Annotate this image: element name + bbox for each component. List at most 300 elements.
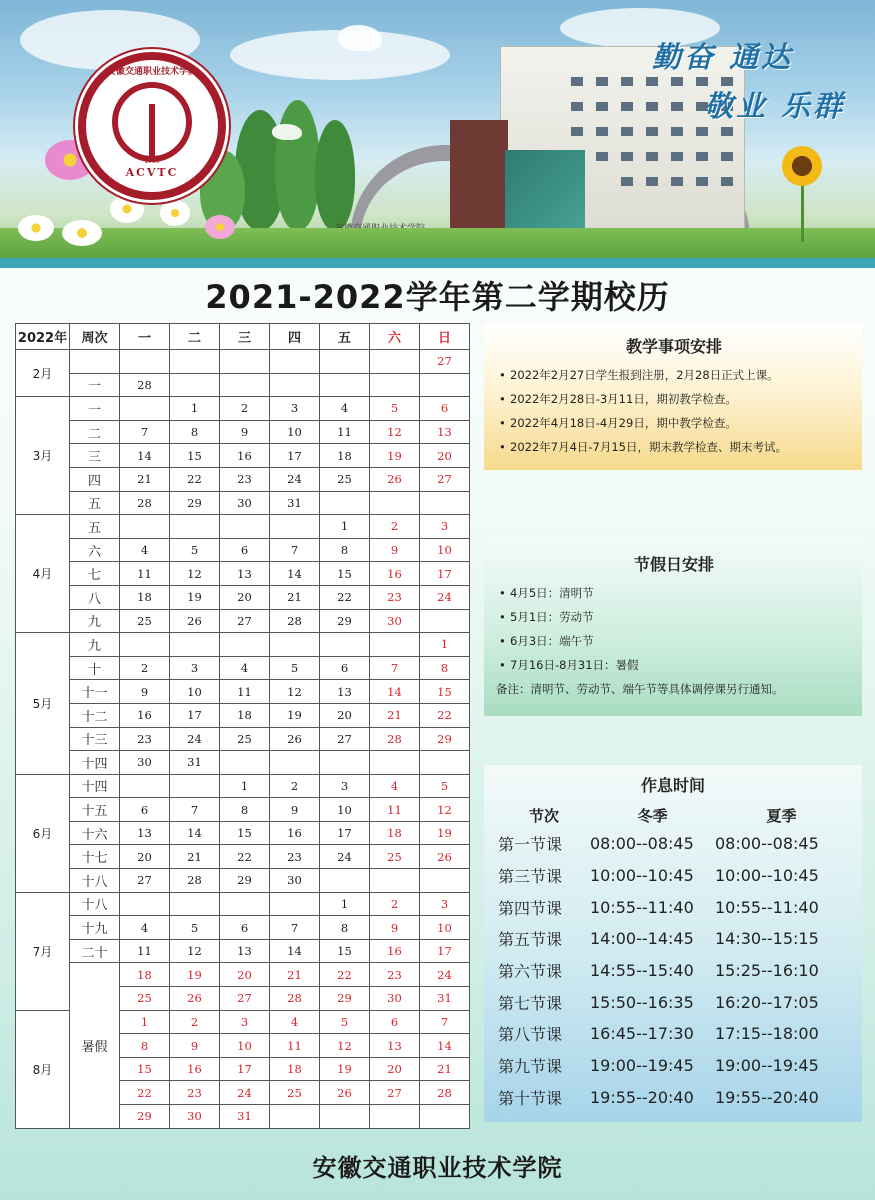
day-cell: 15 <box>220 821 270 845</box>
day-cell: 18 <box>270 1057 320 1081</box>
day-cell: 11 <box>120 939 170 963</box>
winter-time-cell: 10:00--10:45 <box>590 866 694 886</box>
slogan-line-2: 敬业 乐群 <box>704 89 846 123</box>
day-cell: 28 <box>270 987 320 1011</box>
day-cell: 14 <box>270 939 320 963</box>
week-number: 十 <box>70 656 120 680</box>
slogan-line-1: 勤奋 通达 <box>652 40 794 74</box>
week-number: 暑假 <box>70 963 120 1128</box>
day-cell <box>420 373 470 397</box>
table-row <box>16 491 470 515</box>
summer-time-cell: 10:55--11:40 <box>715 897 819 917</box>
day-cell <box>270 1105 320 1129</box>
day-cell: 9 <box>220 420 270 444</box>
day-cell: 18 <box>220 703 270 727</box>
day-cell: 4 <box>270 1010 320 1034</box>
day-cell: 1 <box>320 892 370 916</box>
header-sat: 六 <box>370 324 420 350</box>
summer-time-cell: 17:15--18:00 <box>715 1024 819 1044</box>
day-cell <box>370 373 420 397</box>
day-cell <box>120 515 170 539</box>
day-cell: 7 <box>420 1010 470 1034</box>
day-cell: 26 <box>270 727 320 751</box>
day-cell: 2 <box>120 656 170 680</box>
table-row <box>16 609 470 633</box>
day-cell: 4 <box>370 774 420 798</box>
week-number: 一 <box>70 397 120 421</box>
day-cell: 20 <box>220 585 270 609</box>
day-cell: 7 <box>270 916 320 940</box>
day-cell: 14 <box>420 1034 470 1058</box>
footer-college-name: 安徽交通职业技术学院 <box>312 1154 563 1182</box>
day-cell: 4 <box>320 397 370 421</box>
table-row <box>498 891 848 923</box>
day-cell: 27 <box>220 609 270 633</box>
day-cell: 22 <box>320 585 370 609</box>
day-cell: 11 <box>320 420 370 444</box>
day-cell: 17 <box>220 1057 270 1081</box>
day-cell: 2 <box>170 1010 220 1034</box>
day-cell <box>270 892 320 916</box>
day-cell: 27 <box>420 350 470 374</box>
header-winter: 冬季 <box>637 806 668 825</box>
week-number: 十三 <box>70 727 120 751</box>
day-cell: 28 <box>120 491 170 515</box>
day-cell: 16 <box>170 1057 220 1081</box>
table-row <box>498 1082 848 1114</box>
day-cell: 3 <box>420 892 470 916</box>
table-row <box>498 955 848 987</box>
day-cell: 28 <box>120 373 170 397</box>
day-cell: 1 <box>320 515 370 539</box>
month-label: 4月 <box>16 515 70 633</box>
table-row <box>16 798 470 822</box>
week-number: 五 <box>70 515 120 539</box>
day-cell: 10 <box>270 420 320 444</box>
schedule-table <box>498 802 848 1113</box>
day-cell: 26 <box>420 845 470 869</box>
day-cell: 28 <box>370 727 420 751</box>
day-cell: 9 <box>370 916 420 940</box>
logo-text: ACVTC <box>125 166 179 179</box>
day-cell: 27 <box>320 727 370 751</box>
day-cell: 2 <box>270 774 320 798</box>
table-row <box>16 467 470 491</box>
day-cell: 24 <box>420 963 470 987</box>
summer-time-cell: 08:00--08:45 <box>715 834 819 854</box>
flower-decoration <box>62 220 102 246</box>
table-row <box>16 751 470 775</box>
holiday-arrangement-panel <box>484 538 862 716</box>
day-cell: 23 <box>120 727 170 751</box>
week-number: 十六 <box>70 821 120 845</box>
day-cell <box>270 515 320 539</box>
week-number: 三 <box>70 444 120 468</box>
day-cell <box>370 491 420 515</box>
day-cell: 10 <box>420 916 470 940</box>
day-cell <box>420 869 470 893</box>
winter-time-cell: 14:00--14:45 <box>590 929 694 949</box>
week-number: 七 <box>70 562 120 586</box>
list-item: • 6月3日：端午节 <box>496 629 852 653</box>
table-row <box>16 656 470 680</box>
flower-decoration <box>110 195 144 223</box>
teaching-list <box>496 363 852 459</box>
day-cell: 5 <box>170 916 220 940</box>
list-item: • 2022年2月28日-3月11日，期初教学检查。 <box>496 387 852 411</box>
day-cell: 2 <box>370 892 420 916</box>
day-cell: 8 <box>320 916 370 940</box>
day-cell: 9 <box>370 538 420 562</box>
day-cell: 4 <box>120 538 170 562</box>
day-cell: 16 <box>120 703 170 727</box>
day-cell: 14 <box>370 680 420 704</box>
day-cell: 11 <box>120 562 170 586</box>
day-cell: 16 <box>270 821 320 845</box>
day-cell: 12 <box>420 798 470 822</box>
day-cell: 23 <box>220 467 270 491</box>
winter-time-cell: 08:00--08:45 <box>590 834 694 854</box>
day-cell: 18 <box>370 821 420 845</box>
table-row <box>16 892 470 916</box>
day-cell: 25 <box>120 609 170 633</box>
day-cell <box>370 633 420 657</box>
day-cell: 1 <box>220 774 270 798</box>
day-cell <box>170 515 220 539</box>
day-cell: 13 <box>370 1034 420 1058</box>
week-number: 十八 <box>70 892 120 916</box>
day-cell: 25 <box>270 1081 320 1105</box>
day-cell: 6 <box>220 538 270 562</box>
calendar-body <box>16 350 470 1129</box>
week-number: 十四 <box>70 751 120 775</box>
table-row <box>16 703 470 727</box>
day-cell: 31 <box>270 491 320 515</box>
day-cell: 15 <box>420 680 470 704</box>
school-calendar-table <box>15 323 470 1129</box>
day-cell: 10 <box>220 1034 270 1058</box>
day-cell: 20 <box>370 1057 420 1081</box>
day-cell <box>320 491 370 515</box>
day-cell: 1 <box>120 1010 170 1034</box>
period-cell: 第十节课 <box>498 1088 563 1108</box>
schedule-title: 作息时间 <box>640 776 705 795</box>
day-cell: 8 <box>220 798 270 822</box>
day-cell <box>420 609 470 633</box>
day-cell: 9 <box>120 680 170 704</box>
table-row <box>498 986 848 1018</box>
day-cell: 21 <box>370 703 420 727</box>
day-cell: 12 <box>270 680 320 704</box>
day-cell: 14 <box>170 821 220 845</box>
day-cell: 8 <box>120 1034 170 1058</box>
day-cell: 31 <box>420 987 470 1011</box>
week-number: 九 <box>70 609 120 633</box>
summer-time-cell: 19:00--19:45 <box>715 1056 819 1076</box>
day-cell: 25 <box>320 467 370 491</box>
day-cell: 19 <box>270 703 320 727</box>
day-cell: 4 <box>220 656 270 680</box>
table-row <box>16 397 470 421</box>
day-cell: 16 <box>220 444 270 468</box>
period-cell: 第七节课 <box>498 993 563 1013</box>
day-cell: 9 <box>170 1034 220 1058</box>
day-cell: 24 <box>170 727 220 751</box>
water-strip <box>0 258 875 268</box>
day-cell: 6 <box>370 1010 420 1034</box>
winter-time-cell: 16:45--17:30 <box>590 1024 694 1044</box>
day-cell: 10 <box>320 798 370 822</box>
day-cell: 16 <box>370 562 420 586</box>
day-cell: 9 <box>270 798 320 822</box>
summer-time-cell: 19:55--20:40 <box>715 1087 819 1107</box>
day-cell: 21 <box>170 845 220 869</box>
day-cell: 20 <box>320 703 370 727</box>
day-cell: 26 <box>320 1081 370 1105</box>
period-cell: 第三节课 <box>498 867 563 887</box>
day-cell <box>120 774 170 798</box>
gate-tower <box>450 120 508 235</box>
college-logo <box>78 52 226 200</box>
day-cell: 22 <box>420 703 470 727</box>
day-cell <box>170 350 220 374</box>
table-row <box>498 860 848 892</box>
day-cell: 17 <box>420 562 470 586</box>
period-cell: 第八节课 <box>498 1025 563 1045</box>
day-cell: 19 <box>370 444 420 468</box>
table-row <box>498 828 848 860</box>
day-cell <box>370 350 420 374</box>
teaching-arrangement-panel <box>484 324 862 470</box>
day-cell: 22 <box>170 467 220 491</box>
day-cell: 29 <box>170 491 220 515</box>
day-cell: 12 <box>170 939 220 963</box>
day-cell: 25 <box>220 727 270 751</box>
day-cell: 29 <box>320 987 370 1011</box>
winter-time-cell: 19:00--19:45 <box>590 1056 694 1076</box>
day-cell: 13 <box>320 680 370 704</box>
header-tue: 二 <box>170 324 220 350</box>
week-number <box>70 350 120 374</box>
month-label: 7月 <box>16 892 70 1010</box>
holiday-title: 节假日安排 <box>633 555 714 574</box>
month-label: 6月 <box>16 774 70 892</box>
table-row <box>16 585 470 609</box>
flower-decoration <box>160 200 190 226</box>
day-cell: 27 <box>370 1081 420 1105</box>
day-cell: 30 <box>120 751 170 775</box>
day-cell: 28 <box>420 1081 470 1105</box>
week-number: 十五 <box>70 798 120 822</box>
period-cell: 第五节课 <box>498 930 563 950</box>
schedule-header-row <box>498 802 848 828</box>
header-period: 节次 <box>528 806 559 825</box>
day-cell: 7 <box>370 656 420 680</box>
table-row <box>498 923 848 955</box>
day-cell: 20 <box>120 845 170 869</box>
day-cell: 29 <box>120 1105 170 1129</box>
day-cell <box>370 869 420 893</box>
month-label: 3月 <box>16 397 70 515</box>
day-cell: 13 <box>220 562 270 586</box>
day-cell: 27 <box>120 869 170 893</box>
list-item: • 2022年4月18日-4月29日，期中教学检查。 <box>496 411 852 435</box>
day-cell <box>320 350 370 374</box>
holiday-list <box>496 581 852 677</box>
week-number: 十九 <box>70 916 120 940</box>
day-cell: 14 <box>120 444 170 468</box>
day-cell: 5 <box>320 1010 370 1034</box>
day-cell <box>270 350 320 374</box>
table-row <box>16 350 470 374</box>
day-cell: 3 <box>220 1010 270 1034</box>
day-cell: 11 <box>220 680 270 704</box>
day-cell <box>270 633 320 657</box>
table-row <box>16 939 470 963</box>
day-cell <box>220 633 270 657</box>
day-cell: 6 <box>420 397 470 421</box>
day-cell <box>320 751 370 775</box>
day-cell: 15 <box>120 1057 170 1081</box>
day-cell <box>270 373 320 397</box>
day-cell: 24 <box>320 845 370 869</box>
month-label: 5月 <box>16 633 70 775</box>
day-cell: 17 <box>170 703 220 727</box>
day-cell: 24 <box>270 467 320 491</box>
week-number: 五 <box>70 491 120 515</box>
sunflower-icon <box>782 146 822 186</box>
table-row <box>16 680 470 704</box>
week-number: 四 <box>70 467 120 491</box>
header-mon: 一 <box>120 324 170 350</box>
day-cell: 29 <box>320 609 370 633</box>
table-row <box>16 963 470 987</box>
period-cell: 第六节课 <box>498 962 563 982</box>
table-row <box>16 538 470 562</box>
day-cell <box>370 1105 420 1129</box>
day-cell: 24 <box>420 585 470 609</box>
class-schedule-panel <box>484 765 862 1122</box>
day-cell: 20 <box>220 963 270 987</box>
day-cell: 8 <box>320 538 370 562</box>
day-cell: 10 <box>420 538 470 562</box>
day-cell <box>120 397 170 421</box>
week-number: 六 <box>70 538 120 562</box>
day-cell: 16 <box>370 939 420 963</box>
day-cell: 21 <box>120 467 170 491</box>
day-cell: 30 <box>370 987 420 1011</box>
day-cell: 17 <box>420 939 470 963</box>
day-cell <box>170 373 220 397</box>
glass-facade <box>505 150 585 235</box>
day-cell: 19 <box>170 585 220 609</box>
table-row <box>498 1050 848 1082</box>
day-cell: 13 <box>220 939 270 963</box>
day-cell: 14 <box>270 562 320 586</box>
dove-icon <box>272 124 302 140</box>
day-cell: 12 <box>320 1034 370 1058</box>
week-number: 八 <box>70 585 120 609</box>
day-cell: 15 <box>320 562 370 586</box>
day-cell: 7 <box>170 798 220 822</box>
day-cell: 22 <box>120 1081 170 1105</box>
day-cell: 5 <box>170 538 220 562</box>
day-cell: 3 <box>320 774 370 798</box>
day-cell: 19 <box>420 821 470 845</box>
day-cell: 19 <box>170 963 220 987</box>
day-cell: 7 <box>120 420 170 444</box>
day-cell <box>120 892 170 916</box>
week-number: 十二 <box>70 703 120 727</box>
day-cell: 5 <box>270 656 320 680</box>
table-row <box>16 515 470 539</box>
week-number: 十一 <box>70 680 120 704</box>
winter-time-cell: 14:55--15:40 <box>590 961 694 981</box>
day-cell: 22 <box>220 845 270 869</box>
day-cell: 28 <box>170 869 220 893</box>
summer-time-cell: 10:00--10:45 <box>715 866 819 886</box>
day-cell: 8 <box>420 656 470 680</box>
day-cell: 21 <box>270 585 320 609</box>
week-number: 二十 <box>70 939 120 963</box>
day-cell: 4 <box>120 916 170 940</box>
day-cell <box>220 751 270 775</box>
week-number: 十四 <box>70 774 120 798</box>
day-cell: 12 <box>370 420 420 444</box>
day-cell: 25 <box>370 845 420 869</box>
list-item: • 2022年2月27日学生报到注册，2月28日正式上课。 <box>496 363 852 387</box>
day-cell: 31 <box>220 1105 270 1129</box>
day-cell <box>120 350 170 374</box>
day-cell: 31 <box>170 751 220 775</box>
header-wed: 三 <box>220 324 270 350</box>
logo-anchor-icon <box>149 104 155 160</box>
week-number: 九 <box>70 633 120 657</box>
table-row <box>16 821 470 845</box>
day-cell <box>170 774 220 798</box>
tree-decoration <box>315 120 355 230</box>
day-cell: 18 <box>120 585 170 609</box>
day-cell: 30 <box>170 1105 220 1129</box>
day-cell: 6 <box>220 916 270 940</box>
day-cell: 23 <box>370 585 420 609</box>
day-cell: 24 <box>220 1081 270 1105</box>
flower-decoration <box>205 215 235 239</box>
day-cell: 19 <box>320 1057 370 1081</box>
day-cell: 23 <box>170 1081 220 1105</box>
week-number: 二 <box>70 420 120 444</box>
day-cell: 29 <box>420 727 470 751</box>
day-cell: 29 <box>220 869 270 893</box>
header-year: 2022年 <box>16 324 70 350</box>
day-cell: 3 <box>170 656 220 680</box>
schedule-body <box>498 828 848 1113</box>
winter-time-cell: 10:55--11:40 <box>590 897 694 917</box>
summer-time-cell: 15:25--16:10 <box>715 961 819 981</box>
table-row <box>16 373 470 397</box>
table-row <box>16 869 470 893</box>
day-cell: 11 <box>370 798 420 822</box>
table-row <box>16 420 470 444</box>
day-cell <box>420 1105 470 1129</box>
day-cell: 27 <box>420 467 470 491</box>
day-cell: 15 <box>320 939 370 963</box>
day-cell: 25 <box>120 987 170 1011</box>
table-row <box>16 633 470 657</box>
teaching-title: 教学事项安排 <box>625 337 722 356</box>
summer-time-cell: 16:20--17:05 <box>715 992 819 1012</box>
day-cell: 2 <box>370 515 420 539</box>
